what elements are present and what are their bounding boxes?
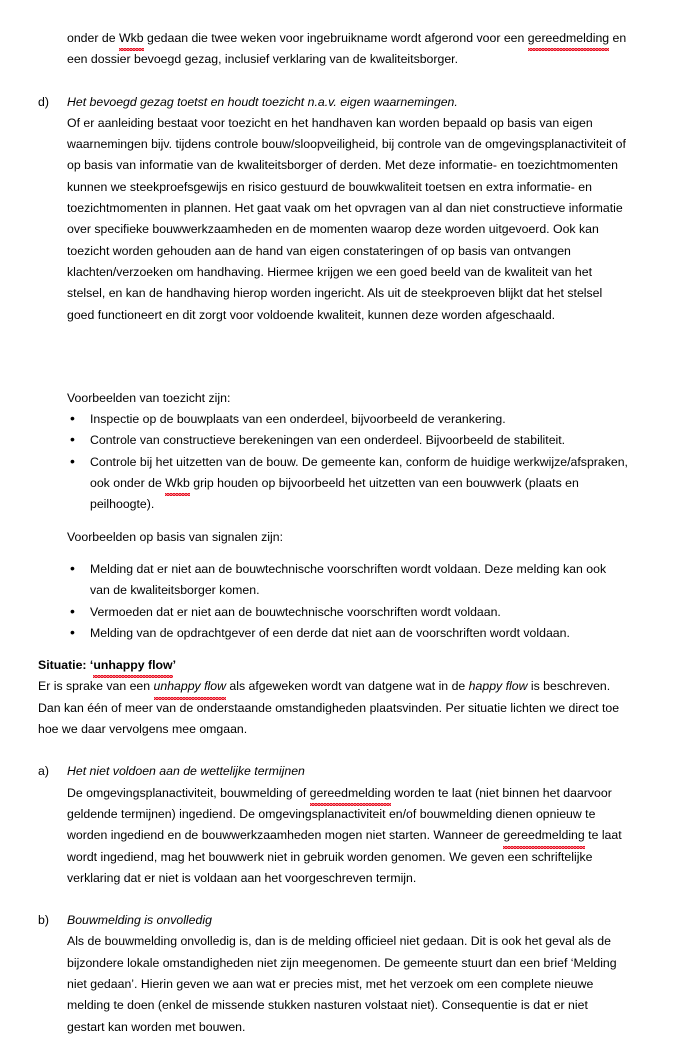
list-item: [38, 559, 628, 602]
list-item: [38, 409, 628, 430]
list-item-text-after-wkb: grip houden op bijvoorbeeld het uitzetten van een bouwwerk (plaats en peilhoogte).: [90, 476, 579, 512]
list-item-a-body: [67, 786, 622, 885]
situatie-intro-part2: als afgeweken wordt van datgene wat in de: [225, 679, 469, 694]
term-happy-flow: happy flow: [468, 679, 528, 694]
misspelling-gereedmelding: gereedmelding: [528, 28, 609, 49]
spacer: [38, 548, 628, 559]
bullet-icon: •: [70, 431, 75, 448]
continuation-text-tail: en een dossier bevoegd gezag, inclusief verklaring van de kwaliteitsborger.: [67, 31, 627, 67]
list-item-b-heading: Bouwmelding is onvolledig: [67, 913, 212, 928]
list-marker-b: b): [38, 913, 49, 928]
document-body: [38, 28, 628, 1038]
list-item-d-body: Of er aanleiding bestaat voor toezicht en het handhaven kan worden bepaald op basis van eigen waarnemingen bijv. tijdens controle bouw/sloopveiligheid, bij controle van de omgevingsplanactiviteit of op basis van informatie van de kwaliteitsborger of derden. Met deze informatie- en toezichtmomenten kunnen we steekproefsgewijs en risico gestuurd de bouwkwaliteit toetsen en extra informatie- en toezichtmomenten in plannen. Het gaat vaak om het opvragen van al dan niet constructieve informatie over specifieke bouwwerkzaamheden en de momenten waarop deze worden uitgevoerd. Ook kan toezicht worden gehouden aan de hand van eigen constateringen of op basis van ontvangen klachten/verzoeken om handhaving. Hiermee krijgen we een goed beeld van de kwaliteit van het stelsel, en kan de handhaving hierop worden ingericht. Als uit de steekproeven blijkt dat het stelsel goed functioneert en dit zorgt voor voldoende kwaliteit, kunnen deze worden afgeschaald.: [67, 115, 626, 322]
bullet-icon: •: [70, 410, 75, 427]
list-item-text-before-wkb: Controle bij het uitzetten van de bouw. De gemeente kan, conform de huidige werkwijze/afspraken, ook onder de: [90, 454, 628, 491]
toezicht-examples-intro: Voorbeelden van toezicht zijn:: [67, 390, 231, 405]
toezicht-examples-list: [38, 409, 628, 515]
list-item-a: [38, 761, 628, 889]
misspelling-unhappy-flow: unhappy flow: [93, 655, 172, 676]
list-item-d-content: [67, 92, 628, 326]
list-item-b: [38, 910, 628, 1038]
list-item-a-content: [67, 761, 628, 889]
situatie-heading-suffix: ’: [172, 658, 177, 673]
continuation-paragraph: [67, 28, 628, 71]
list-item-a-heading: Het niet voldoen aan de wettelijke termijnen: [67, 764, 305, 779]
list-item-label: Vermoeden dat er niet aan de bouwtechnische voorschriften wordt voldaan.: [90, 604, 501, 619]
list-item: [38, 430, 628, 451]
situatie-intro-part3: is beschreven. Dan kan één of meer van de onderstaande omstandigheden plaatsvinden. Per situatie lichten we direct toe hoe we daar vervolgens mee omgaan.: [38, 679, 620, 737]
list-marker-d: d): [38, 94, 49, 109]
list-item-d-heading: Het bevoegd gezag toetst en houdt toezicht n.a.v. eigen waarnemingen.: [67, 94, 458, 109]
situatie-intro-part1: Er is sprake van een: [38, 679, 154, 694]
list-item: [38, 623, 628, 644]
bullet-icon: •: [70, 623, 75, 640]
list-item-label: Inspectie op de bouwplaats van een onderdeel, bijvoorbeeld de verankering.: [90, 412, 506, 427]
list-marker-a: a): [38, 764, 49, 779]
spacer: [38, 71, 628, 92]
list-item-b-body: Als de bouwmelding onvolledig is, dan is de melding officieel niet gedaan. Dit is ook het geval als de bijzondere lokale omstandigheden niet zijn meegenomen. De gemeente stuurt dan een brief ‘Melding niet gedaan’. Hierin geven we aan wat er precies mist, met het verzoek om een complete nieuwe melding te doen (enkel de missende stukken nasturen volstaat niet). Consequentie is dat er niet gestart kan worden met bouwen.: [67, 934, 617, 1034]
list-item-label: Melding dat er niet aan de bouwtechnische voorschriften wordt voldaan. Deze melding kan ook van de kwaliteitsborger komen.: [90, 561, 607, 598]
misspelling-wkb: Wkb: [165, 473, 190, 494]
list-item-label: [90, 455, 628, 512]
list-item-label: Melding van de opdrachtgever of een derde dat niet aan de voorschriften wordt voldaan.: [90, 625, 570, 640]
list-item-a-body-part1: De omgevingsplanactiviteit, bouwmelding of: [67, 785, 310, 800]
continuation-text-after-wkb: gedaan die twee weken voor ingebruikname wordt afgerond voor een: [143, 31, 528, 45]
signalen-examples-intro: Voorbeelden op basis van signalen zijn:: [67, 529, 284, 544]
spacer: [38, 326, 628, 388]
list-item-b-content: [67, 910, 628, 1038]
spacer: [38, 644, 628, 655]
list-item-a-body-part2: worden te laat (niet binnen het daarvoor geldende termijnen) ingediend. De omgevingsplanactiviteit en/of bouwmelding dienen opnieuw te worden ingediend en de bouwwerkzaamheden mogen niet starten. Wanneer de: [67, 785, 612, 843]
bullet-icon: •: [70, 452, 75, 469]
list-item-a-body-part3: te laat wordt ingediend, mag het bouwwerk niet in gebruik worden genomen. We geven een schriftelijke verklaring dat er niet is voldaan aan het voorgeschreven termijn.: [67, 828, 622, 885]
misspelling-wkb: Wkb: [119, 28, 144, 49]
signalen-examples-list: [38, 559, 628, 644]
spacer: [38, 740, 628, 761]
situatie-intro-paragraph: [38, 676, 628, 740]
misspelling-unhappy-flow-inline: unhappy flow: [154, 676, 226, 697]
bullet-icon: •: [70, 559, 75, 576]
spacer: [38, 889, 628, 910]
spacer: [38, 516, 628, 527]
bullet-icon: •: [70, 602, 75, 619]
misspelling-gereedmelding: gereedmelding: [310, 783, 391, 804]
list-item-label: Controle van constructieve berekeningen van een onderdeel. Bijvoorbeeld de stabiliteit.: [90, 433, 566, 448]
list-item: [38, 452, 628, 516]
list-item: [38, 602, 628, 623]
continuation-text-before-wkb: onder de: [67, 31, 119, 45]
list-item-d: [38, 92, 628, 326]
situatie-heading-prefix: Situatie: ‘: [38, 658, 94, 673]
misspelling-gereedmelding: gereedmelding: [503, 825, 584, 846]
situatie-heading: [38, 655, 628, 676]
